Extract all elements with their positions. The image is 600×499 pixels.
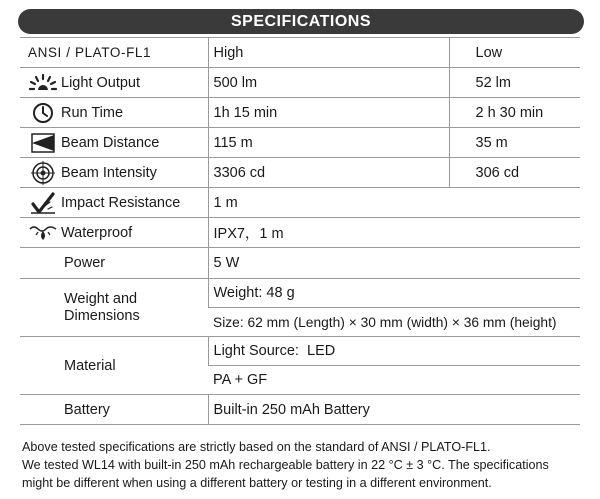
low-mode-header: Low bbox=[449, 38, 580, 68]
table-row-impact-resistance bbox=[20, 188, 580, 218]
beam-intensity-low: 306 cd bbox=[449, 158, 580, 188]
run-time-high: 1h 15 min bbox=[208, 98, 449, 128]
table-header-row bbox=[20, 38, 580, 68]
standard-label: ANSI / PLATO-FL1 bbox=[20, 38, 208, 68]
footnote-line-1: Above tested specifications are strictly based on the standard of ANSI / PLATO-FL1. bbox=[22, 440, 491, 454]
run-time-low: 2 h 30 min bbox=[449, 98, 580, 128]
beam-distance-label: Beam Distance bbox=[61, 134, 160, 151]
table-row-weight bbox=[20, 279, 580, 308]
waterproof-value: IPX7，1 m bbox=[208, 218, 580, 248]
beam-distance-high: 115 m bbox=[208, 128, 449, 158]
size-value: Size: 62 mm (Length) × 30 mm (width) × 36 mm (height) bbox=[208, 308, 580, 337]
light-output-label: Light Output bbox=[61, 74, 140, 91]
power-label: Power bbox=[20, 248, 208, 279]
target-icon bbox=[25, 161, 61, 185]
impact-resistance-label: Impact Resistance bbox=[61, 194, 181, 211]
footnote bbox=[22, 438, 592, 492]
beam-distance-low: 35 m bbox=[449, 128, 580, 158]
impact-icon bbox=[25, 191, 61, 215]
table-row-battery bbox=[20, 395, 580, 425]
material-label: Material bbox=[20, 337, 208, 395]
light-output-high: 500 lm bbox=[208, 68, 449, 98]
weight-dimensions-label: Weight and Dimensions bbox=[20, 279, 208, 337]
weight-value: Weight: 48 g bbox=[208, 279, 580, 308]
light-output-low: 52 lm bbox=[449, 68, 580, 98]
footnote-line-2: We tested WL14 with built-in 250 mAh rechargeable battery in 22 °C ± 3 °C. The specifications bbox=[22, 458, 549, 472]
body-material-value: PA + GF bbox=[208, 366, 580, 395]
run-time-label: Run Time bbox=[61, 104, 124, 121]
high-mode-header: High bbox=[208, 38, 449, 68]
table-row-power bbox=[20, 248, 580, 279]
water-drop-icon bbox=[25, 221, 61, 245]
clock-icon bbox=[25, 101, 61, 125]
impact-resistance-value: 1 m bbox=[208, 188, 580, 218]
table-row-beam-distance bbox=[20, 128, 580, 158]
table-row-beam-intensity bbox=[20, 158, 580, 188]
specifications-title: SPECIFICATIONS bbox=[230, 12, 372, 30]
beam-intensity-label: Beam Intensity bbox=[61, 164, 157, 181]
specifications-table bbox=[20, 37, 580, 425]
beam-intensity-high: 3306 cd bbox=[208, 158, 449, 188]
table-row-run-time bbox=[20, 98, 580, 128]
light-burst-icon bbox=[25, 71, 61, 95]
table-row-light-source bbox=[20, 337, 580, 366]
table-row-light-output bbox=[20, 68, 580, 98]
table-row-waterproof bbox=[20, 218, 580, 248]
footnote-line-3: might be different when using a different battery or testing in a different environment. bbox=[22, 476, 492, 490]
beam-distance-icon bbox=[25, 131, 61, 155]
specifications-header bbox=[18, 9, 584, 34]
light-source-value: Light Source: LED bbox=[208, 337, 580, 366]
waterproof-label: Waterproof bbox=[61, 224, 133, 241]
battery-label: Battery bbox=[20, 395, 208, 425]
power-value: 5 W bbox=[208, 248, 580, 279]
battery-value: Built-in 250 mAh Battery bbox=[208, 395, 580, 425]
